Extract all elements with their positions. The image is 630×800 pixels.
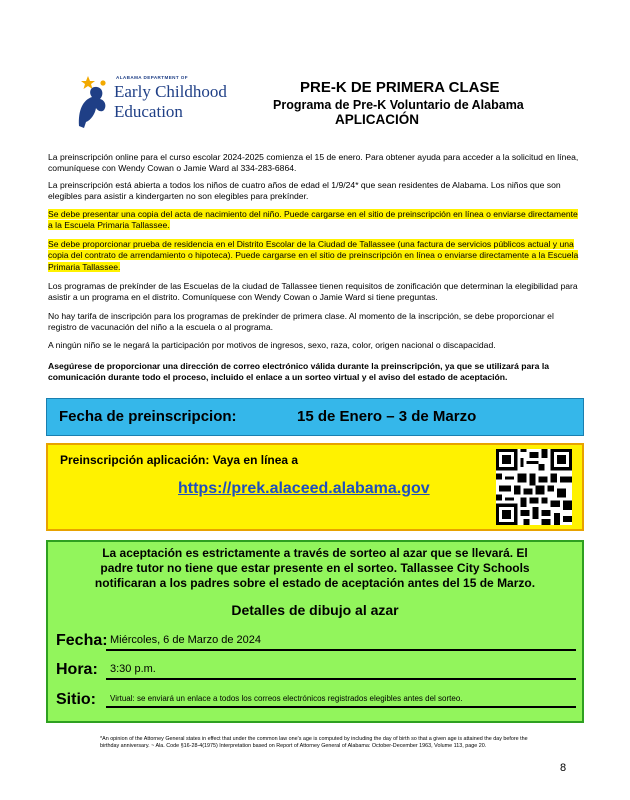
date-label: Fecha: xyxy=(56,632,108,649)
time-underline xyxy=(106,678,576,680)
child-star-icon xyxy=(74,70,114,132)
paragraph-zoning: Los programas de prekínder de las Escuelas de la ciudad de Tallassee tienen requisitos de zonificación que determinan la elegibilidad para asistir a un programa en el distrito. Comuníquese con Wendy Cowan o Jamie Ward si tiene preguntas. xyxy=(48,281,578,303)
qr-code-icon[interactable] xyxy=(496,449,572,525)
site-label: Sitio: xyxy=(56,691,96,708)
logo-name-line2: Education xyxy=(114,102,183,121)
preregistration-dates-box xyxy=(46,398,584,436)
paragraph-eligibility: La preinscripción está abierta a todos los niños de cuatro años de edad el 1/9/24* que sean residentes de Alabama. Los niños que son elegibles para asistir a kindergarten no son elegibles para prekínder. xyxy=(48,180,561,202)
preregistration-label: Fecha de preinscripcion: xyxy=(59,408,237,425)
online-application-label: Preinscripción aplicación: Vaya en línea a xyxy=(60,453,299,467)
logo-department: ALABAMA DEPARTMENT OF xyxy=(116,75,188,80)
page-number: 8 xyxy=(560,762,567,774)
preregistration-dates: 15 de Enero – 3 de Marzo xyxy=(297,408,477,425)
paragraph-registration-start: La preinscripción online para el curso escolar 2024-2025 comienza el 15 de enero. Para obtener ayuda para acceder a la solicitud en línea, comuníquese con Wendy Cowan o Jamie Ward al 334-283-6864. xyxy=(48,152,579,174)
lottery-details-title: Detalles de dibujo al azar xyxy=(231,602,399,618)
lottery-notice-line1: La aceptación es estrictamente a través de sorteo al azar que se llevará. El xyxy=(102,546,528,560)
application-url-link[interactable]: https://prek.alaceed.alabama.gov xyxy=(178,480,430,497)
logo-name-line1: Early Childhood xyxy=(114,82,227,101)
ece-logo xyxy=(74,70,244,134)
site-underline xyxy=(106,706,576,708)
online-application-box xyxy=(46,443,584,531)
application-heading: APLICACIÓN xyxy=(335,112,419,127)
paragraph-residency-proof: Se debe proporcionar prueba de residencia en el Distrito Escolar de la Ciudad de Tallassee (una factura de servicios públicos actual y una copia del contrato de arrendamiento o hipoteca). Puede cargarse en el sitio de preinscripción en línea o enviarse directamente a la Escuela Primaria Tallassee. xyxy=(48,239,579,272)
paragraph-nondiscrimination: A ningún niño se le negará la participación por motivos de ingresos, sexo, raza, color, origen nacional o discapacidad. xyxy=(48,340,496,350)
date-underline xyxy=(106,649,576,651)
site-value: Virtual: se enviará un enlace a todos los correos electrónicos registrados elegibles antes del sorteo. xyxy=(110,694,463,703)
time-value: 3:30 p.m. xyxy=(110,663,156,675)
page-title: PRE-K DE PRIMERA CLASE xyxy=(300,79,500,96)
lottery-notice-line3: notificaran a los padres sobre el estado de aceptación antes del 15 de Marzo. xyxy=(94,576,536,590)
lottery-details-box xyxy=(46,540,584,723)
page-subtitle: Programa de Pre-K Voluntario de Alabama xyxy=(273,98,524,112)
paragraph-birth-certificate: Se debe presentar una copia del acta de nacimiento del niño. Puede cargarse en el sitio de preinscripción en línea o enviarse directamente a la Escuela Primaria Tallassee. xyxy=(48,209,578,231)
paragraph-email-notice: Asegúrese de proporcionar una dirección de correo electrónico válida durante la preinscripción, ya que se utilizará para la comunicación durante todo el proceso, incluido el enlace a un sorteo virtual y el aviso del estado de aceptación. xyxy=(48,361,549,383)
footnote: *An opinion of the Attorney General states in effect that under the common law one's age is computed by including the day of birth so that a given age is attained the day before the birthday anniversary. ~ Ala. Code §16-28-4(1975) Interpretation based on Report of Attorney General of Alabama: October-December 1963, Volume 113, page 20. xyxy=(100,736,528,750)
lottery-notice-line2: padre tutor no tiene que estar presente en el sorteo. Tallassee City Schools xyxy=(100,561,530,575)
date-value: Miércoles, 6 de Marzo de 2024 xyxy=(110,634,262,646)
time-label: Hora: xyxy=(56,661,98,678)
paragraph-fees-vaccination: No hay tarifa de inscripción para los programas de prekínder de primera clase. Al momento de la inscripción, se debe proporcionar el registro de vacunación del niño a la escuela o al programa. xyxy=(48,311,554,333)
